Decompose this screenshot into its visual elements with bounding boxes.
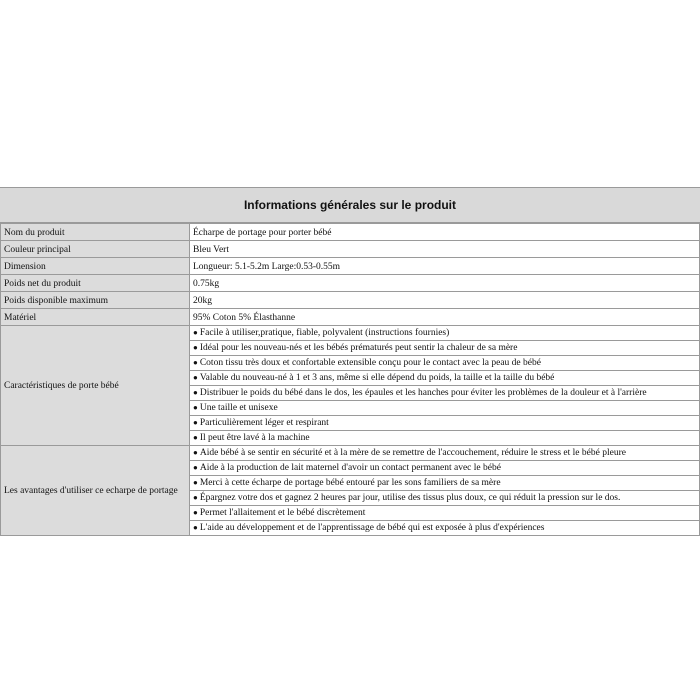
row-label: Dimension bbox=[1, 258, 190, 275]
feature-item: ● Il peut être lavé à la machine bbox=[190, 431, 700, 446]
table-row bbox=[1, 326, 700, 341]
row-value: Écharpe de portage pour porter bébé bbox=[190, 224, 700, 241]
feature-item: ● Facile à utiliser,pratique, fiable, polyvalent (instructions fournies) bbox=[190, 326, 700, 341]
row-value: Bleu Vert bbox=[190, 241, 700, 258]
table-row bbox=[1, 309, 700, 326]
feature-item: ● Coton tissu très doux et confortable extensible conçu pour le contact avec la peau de bébé bbox=[190, 356, 700, 371]
table-row bbox=[1, 292, 700, 309]
advantage-item: ● L'aide au développement et de l'apprentissage de bébé qui est exposée à plus d'expériences bbox=[190, 521, 700, 536]
row-label: Poids net du produit bbox=[1, 275, 190, 292]
table-row bbox=[1, 275, 700, 292]
row-label: Matériel bbox=[1, 309, 190, 326]
feature-item: ● Idéal pour les nouveau-nés et les bébés prématurés peut sentir la chaleur de sa mère bbox=[190, 341, 700, 356]
features-label: Caractéristiques de porte bébé bbox=[1, 326, 190, 446]
feature-item: ● Valable du nouveau-né à 1 et 3 ans, même si elle dépend du poids, la taille et la taille du bébé bbox=[190, 371, 700, 386]
table-row bbox=[1, 224, 700, 241]
row-label: Couleur principal bbox=[1, 241, 190, 258]
table-row bbox=[1, 258, 700, 275]
row-value: 95% Coton 5% Élasthanne bbox=[190, 309, 700, 326]
row-value: Longueur: 5.1-5.2m Large:0.53-0.55m bbox=[190, 258, 700, 275]
table-row bbox=[1, 241, 700, 258]
row-label: Poids disponible maximum bbox=[1, 292, 190, 309]
advantage-item: ● Aide bébé à se sentir en sécurité et à la mère de se remettre de l'accouchement, réduire le stress et le bébé pleure bbox=[190, 446, 700, 461]
row-label: Nom du produit bbox=[1, 224, 190, 241]
advantage-item: ● Merci à cette écharpe de portage bébé entouré par les sons familiers de sa mère bbox=[190, 476, 700, 491]
row-value: 20kg bbox=[190, 292, 700, 309]
feature-item: ● Distribuer le poids du bébé dans le dos, les épaules et les hanches pour éviter les problèmes de la douleur et à l'arrière bbox=[190, 386, 700, 401]
feature-item: ● Particulièrement léger et respirant bbox=[190, 416, 700, 431]
feature-item: ● Une taille et unisexe bbox=[190, 401, 700, 416]
advantage-item: ● Épargnez votre dos et gagnez 2 heures par jour, utilise des tissus plus doux, ce qui réduit la pression sur le dos. bbox=[190, 491, 700, 506]
product-info-table bbox=[0, 223, 700, 536]
table-row bbox=[1, 446, 700, 461]
table-title: Informations générales sur le produit bbox=[0, 187, 700, 223]
advantage-item: ● Aide à la production de lait maternel d'avoir un contact permanent avec le bébé bbox=[190, 461, 700, 476]
row-value: 0.75kg bbox=[190, 275, 700, 292]
advantages-label: Les avantages d'utiliser ce echarpe de portage bbox=[1, 446, 190, 536]
product-info-sheet bbox=[0, 187, 700, 533]
advantage-item: ● Permet l'allaitement et le bébé discrètement bbox=[190, 506, 700, 521]
